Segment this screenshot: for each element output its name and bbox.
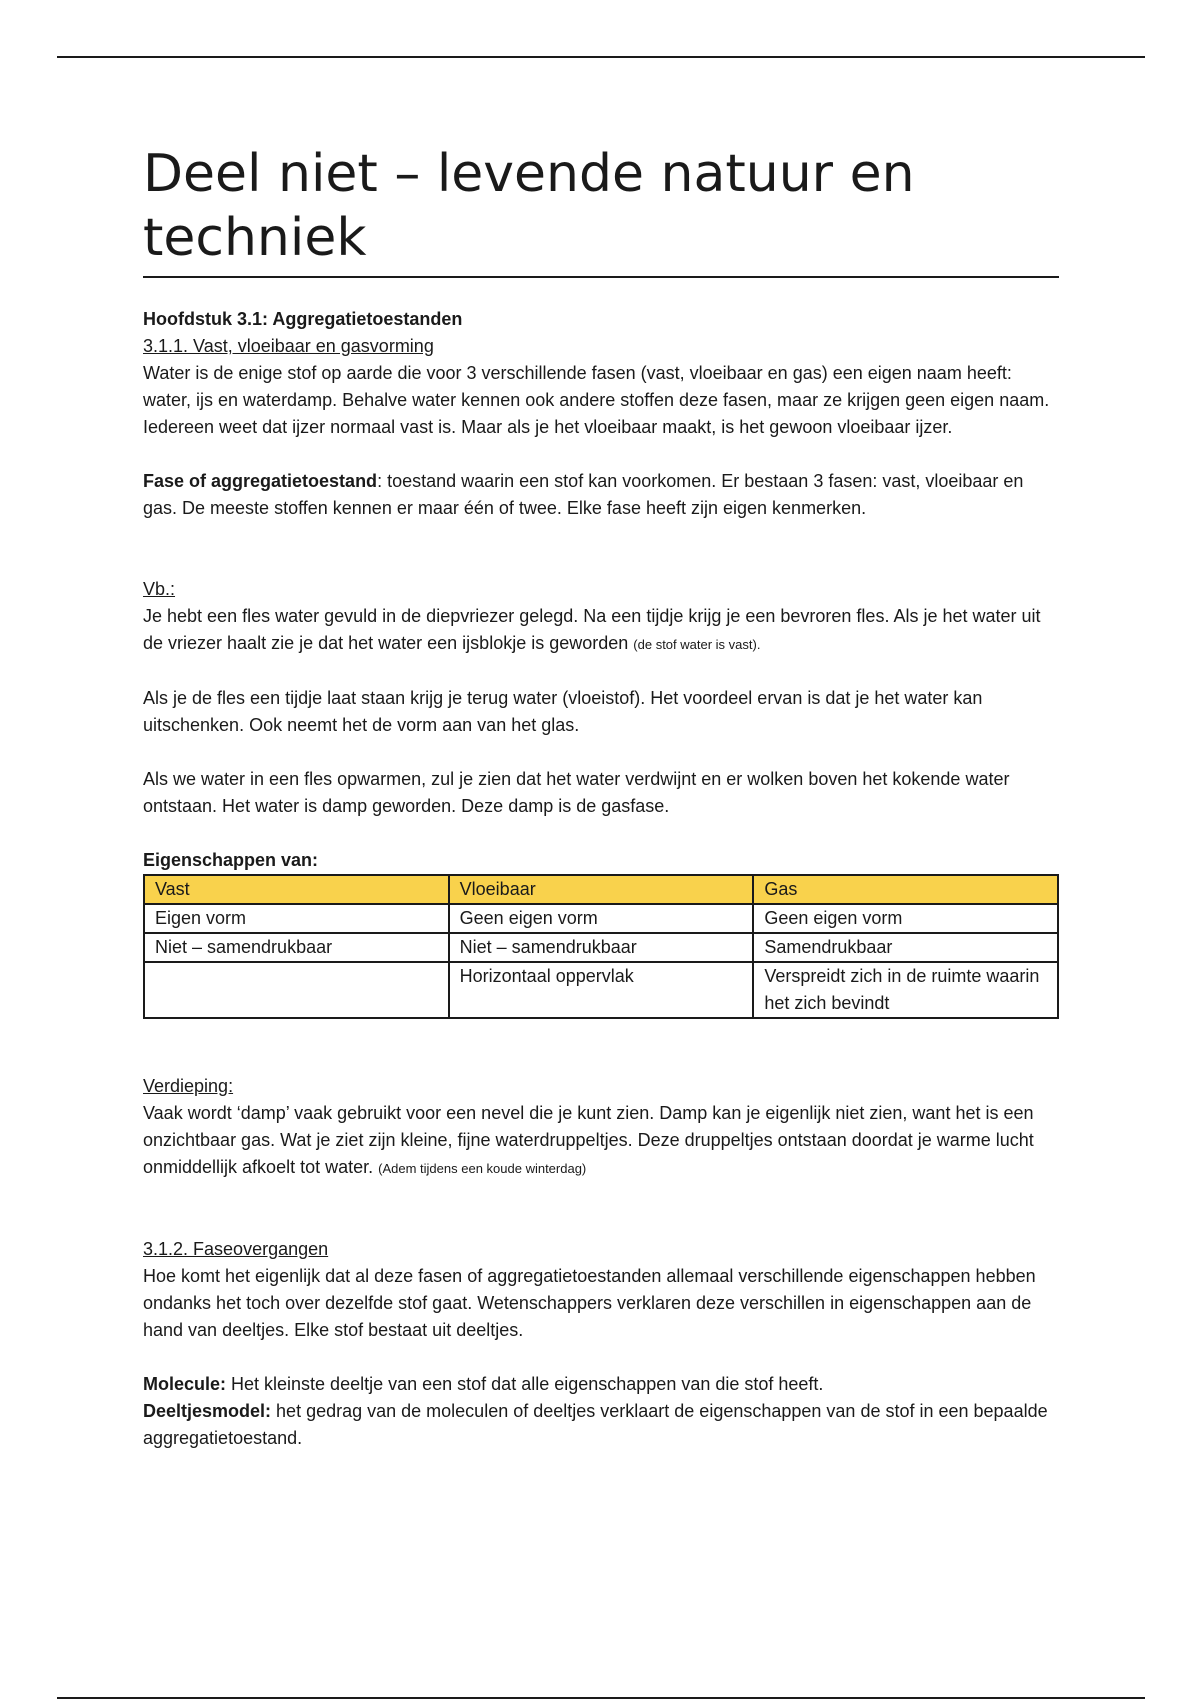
definition-paragraph xyxy=(143,468,1059,522)
table-cell xyxy=(144,962,449,1018)
model-definition xyxy=(143,1398,1059,1452)
section-heading-3-1-2: 3.1.2. Faseovergangen xyxy=(143,1239,329,1259)
intro-paragraph: Water is de enige stof op aarde die voor 3 verschillende fasen (vast, vloeibaar en gas) een eigen naam heeft: water, ijs en waterdamp. Behalve water kennen ook andere stoffen deze fasen, maar ze krijgen geen eigen naam. Iedereen weet dat ijzer normaal vast is. Maar als je het vloeibaar maakt, is het gewoon vloeibaar ijzer. xyxy=(143,363,1050,437)
definition-text: : toestand waarin een stof kan voorkomen. Er bestaan 3 fasen: vast, vloeibaar en gas. De meeste stoffen kennen er maar één of twee. Elke fase heeft zijn eigen kenmerken. xyxy=(143,471,1024,518)
table-cell: Geen eigen vorm xyxy=(449,904,754,933)
table-row xyxy=(144,962,1058,1018)
model-term: Deeltjesmodel: xyxy=(143,1401,272,1421)
deepening-label: Verdieping: xyxy=(143,1076,234,1096)
table-header-vloeibaar: Vloeibaar xyxy=(449,875,754,904)
example-label: Vb.: xyxy=(143,579,176,599)
table-cell: Niet – samendrukbaar xyxy=(449,933,754,962)
example-note: (de stof water is vast). xyxy=(633,637,761,652)
page-header-rule xyxy=(57,56,1145,58)
deepening-paragraph xyxy=(143,1100,1059,1182)
deepening-note: (Adem tijdens een koude winterdag) xyxy=(378,1161,587,1176)
document-title: Deel niet – levende natuur en techniek xyxy=(143,142,1059,278)
table-cell: Niet – samendrukbaar xyxy=(144,933,449,962)
table-header-row xyxy=(144,875,1058,904)
molecule-term: Molecule: xyxy=(143,1374,227,1394)
table-row xyxy=(144,904,1058,933)
chapter-heading: Hoofdstuk 3.1: Aggregatietoestanden xyxy=(143,309,463,329)
table-row xyxy=(144,933,1058,962)
table-cell: Verspreidt zich in de ruimte waarin het zich bevindt xyxy=(753,962,1058,1018)
molecule-text: Het kleinste deeltje van een stof dat alle eigenschappen van die stof heeft. xyxy=(226,1374,824,1394)
table-cell: Samendrukbaar xyxy=(753,933,1058,962)
document-body xyxy=(143,306,1059,1452)
page-footer-rule xyxy=(57,1697,1145,1699)
table-cell: Horizontaal oppervlak xyxy=(449,962,754,1018)
example-paragraph-3: Als we water in een fles opwarmen, zul je zien dat het water verdwijnt en er wolken boven het kokende water ontstaan. Het water is damp geworden. Deze damp is de gasfase. xyxy=(143,769,1010,816)
model-text: het gedrag van de moleculen of deeltjes verklaart de eigenschappen van de stof in een bepaalde aggregatietoestand. xyxy=(143,1401,1048,1448)
table-header-vast: Vast xyxy=(144,875,449,904)
example-paragraph-1 xyxy=(143,603,1059,658)
table-cell: Eigen vorm xyxy=(144,904,449,933)
deepening-text: Vaak wordt ‘damp’ vaak gebruikt voor een nevel die je kunt zien. Damp kan je eigenlijk niet zien, want het is een onzichtbaar gas. Wat je ziet zijn kleine, fijne waterdruppeltjes. Deze druppeltjes ontstaan doordat je warme lucht onmiddellijk afkoelt tot water. xyxy=(143,1103,1034,1177)
molecule-definition xyxy=(143,1371,1059,1398)
table-header-gas: Gas xyxy=(753,875,1058,904)
document-page xyxy=(143,142,1059,1452)
table-caption: Eigenschappen van: xyxy=(143,850,319,870)
example-paragraph-2: Als je de fles een tijdje laat staan krijg je terug water (vloeistof). Het voordeel ervan is dat je het water kan uitschenken. Ook neemt het de vorm aan van het glas. xyxy=(143,688,983,735)
section2-intro: Hoe komt het eigenlijk dat al deze fasen of aggregatietoestanden allemaal verschillende eigenschappen hebben ondanks het toch over dezelfde stof gaat. Wetenschappers verklaren deze verschillen in eigenschappen aan de hand van deeltjes. Elke stof bestaat uit deeltjes. xyxy=(143,1266,1036,1340)
section-heading-3-1-1: 3.1.1. Vast, vloeibaar en gasvorming xyxy=(143,336,434,356)
example-text-1: Je hebt een fles water gevuld in de diepvriezer gelegd. Na een tijdje krijg je een bevroren fles. Als je het water uit de vriezer haalt zie je dat het water een ijsblokje is geworden xyxy=(143,606,1041,653)
properties-table xyxy=(143,874,1059,1019)
definition-term: Fase of aggregatietoestand xyxy=(143,471,378,491)
table-cell: Geen eigen vorm xyxy=(753,904,1058,933)
